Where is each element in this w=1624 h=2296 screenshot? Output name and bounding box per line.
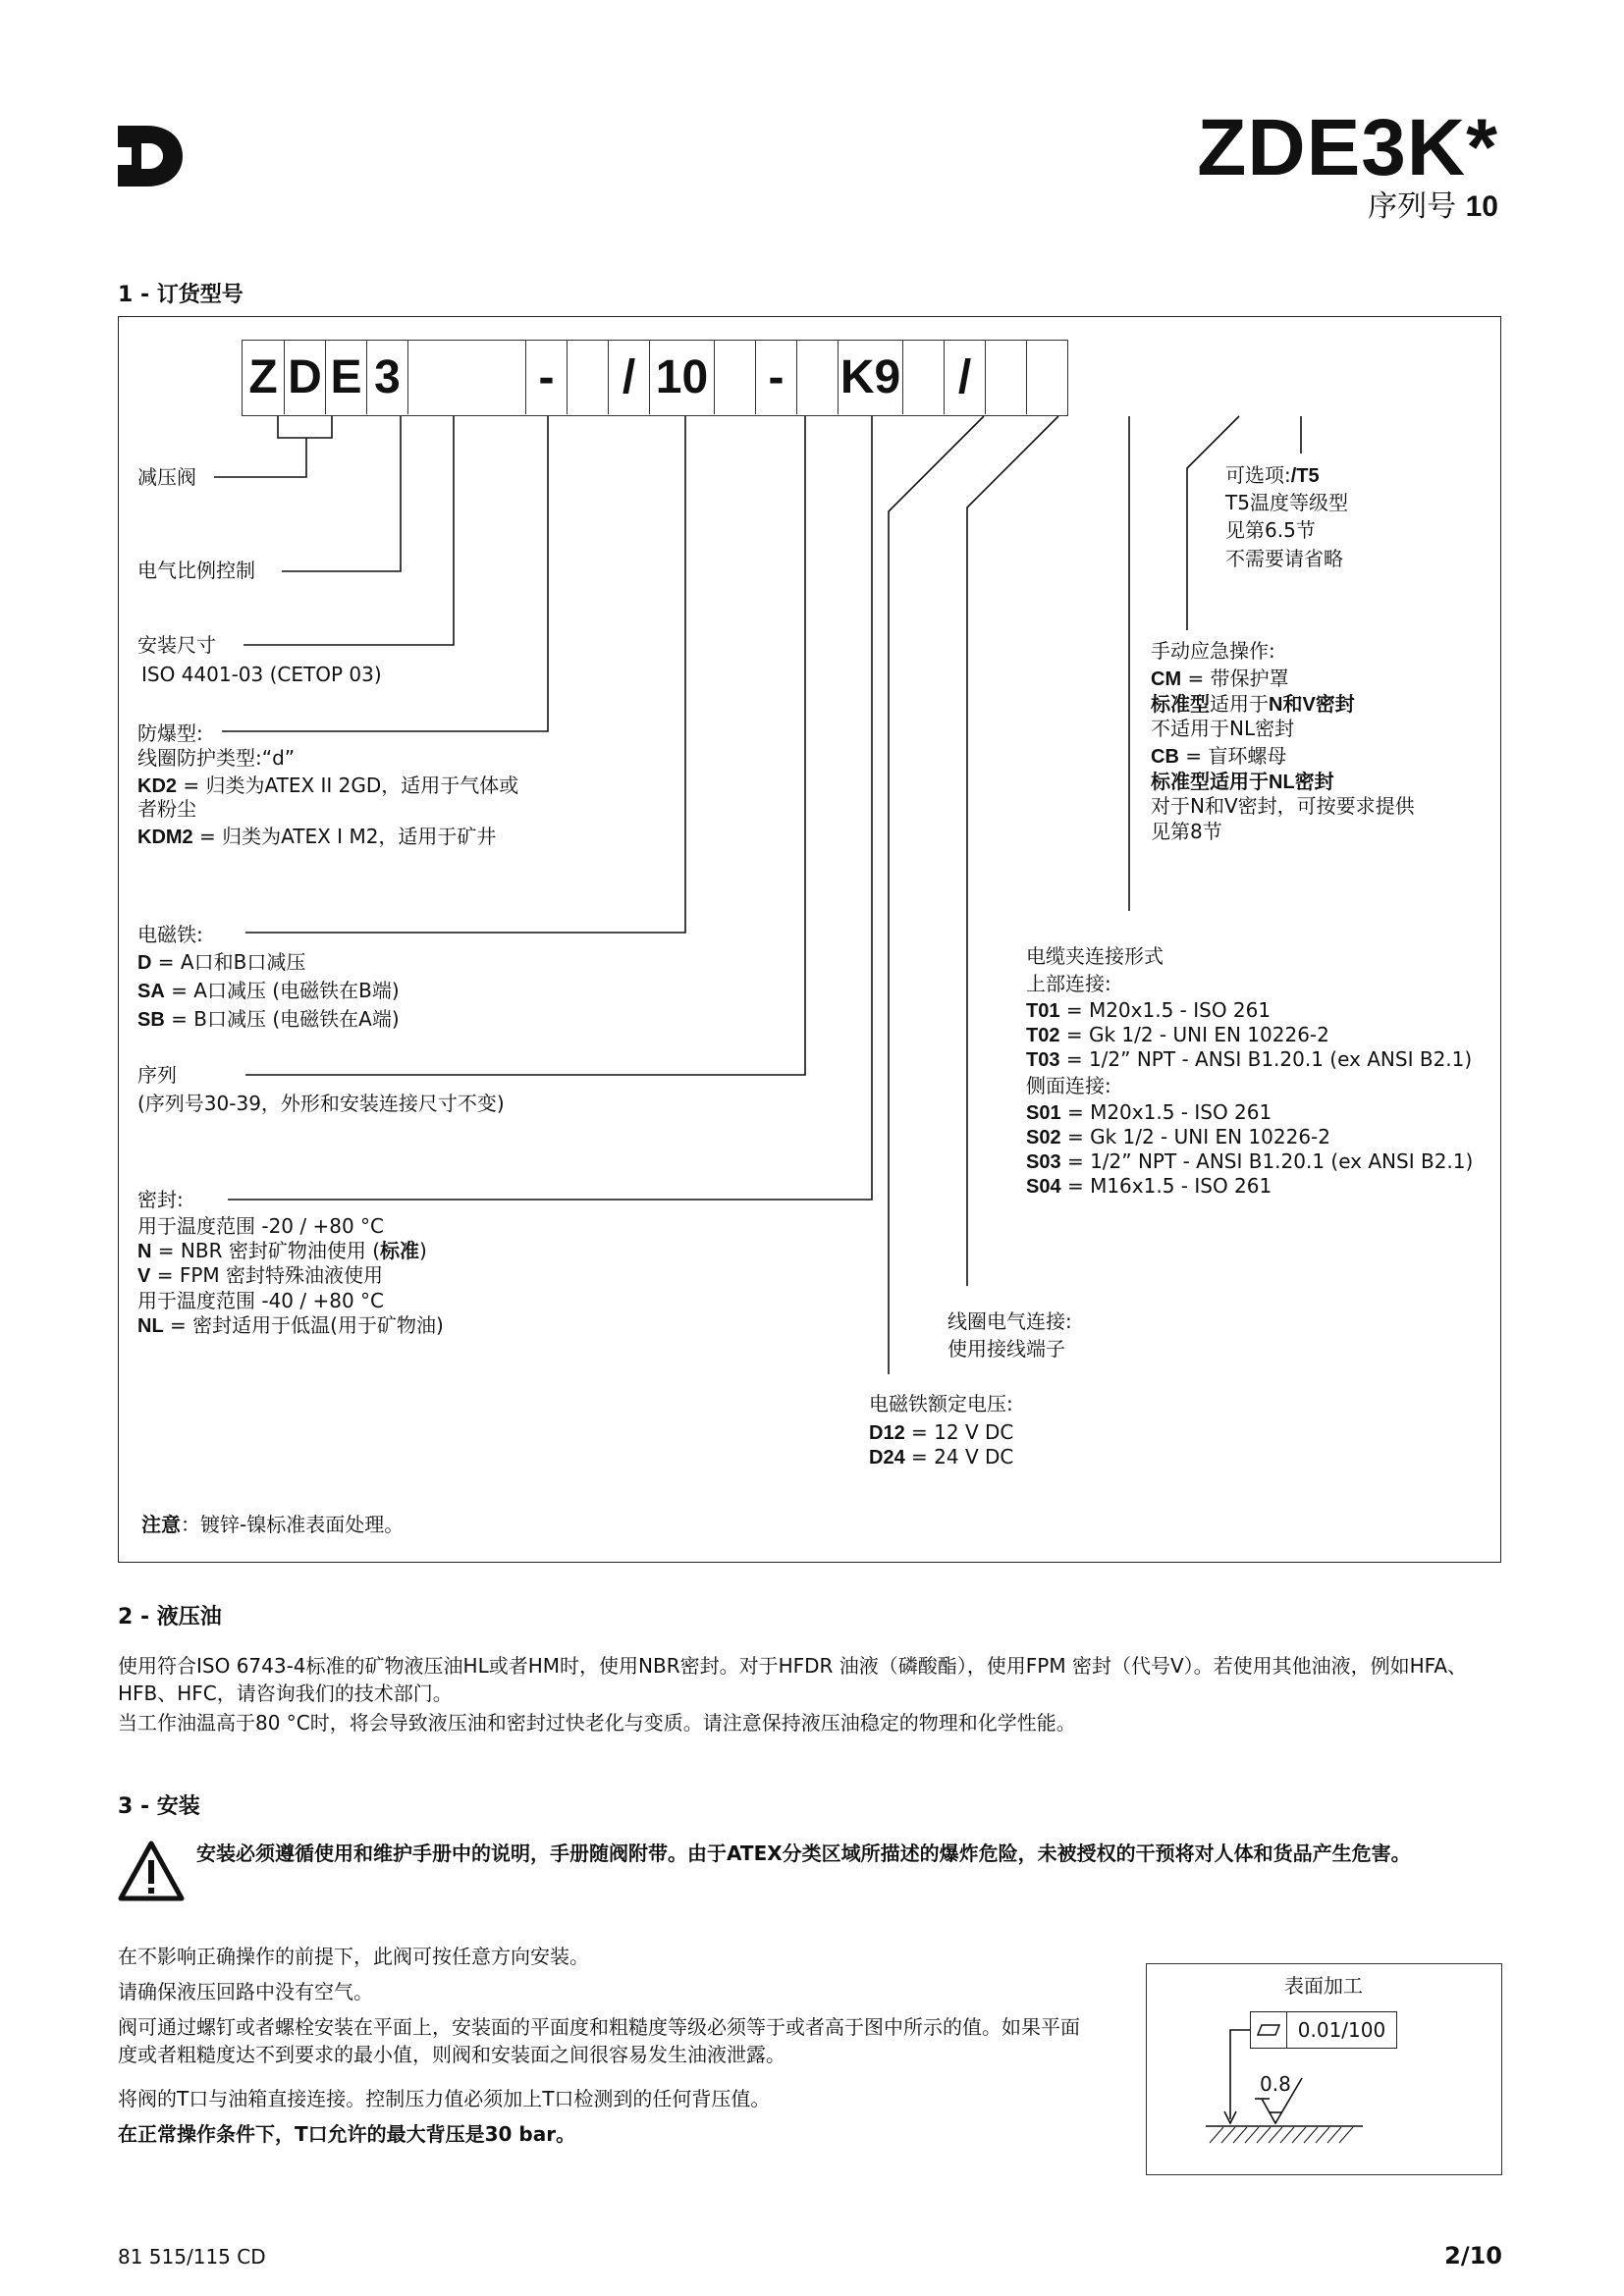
order-code-row xyxy=(242,340,1068,416)
label-s04: S04 = M16x1.5 - ISO 261 xyxy=(1026,1174,1272,1198)
install-paragraph-1: 在不影响正确操作的前提下，此阀可按任意方向安装。 xyxy=(118,1945,589,1968)
label-kdm2: KDM2 = 归类为ATEX I M2，适用于矿井 xyxy=(137,825,497,848)
label-optional-t5: T5温度等级型 xyxy=(1225,491,1348,514)
code-cell: 10 xyxy=(649,341,714,414)
label-optional-omit: 不需要请省略 xyxy=(1225,547,1343,570)
label-size-value: ISO 4401-03 (CETOP 03) xyxy=(141,663,382,686)
label-d24: D24 = 24 V DC xyxy=(869,1445,1014,1468)
label-manual-title: 手动应急操作: xyxy=(1151,639,1275,663)
install-paragraph-3: 阀可通过螺钉或者螺栓安装在平面上，安装面的平面度和粗糙度等级必须等于或者高于图中所示的值。如果平面度或者粗糙度达不到要求的最小值，则阀和安装面之间很容易发生油液泄露。 xyxy=(118,2015,1080,2066)
surface-finish-box xyxy=(1146,1963,1502,2175)
label-valve: 减压阀 xyxy=(137,465,196,489)
label-kd2-cont: 者粉尘 xyxy=(137,797,196,821)
series-number: 序列号 10 xyxy=(1368,189,1498,224)
label-coil-connection-text: 使用接线端子 xyxy=(947,1337,1065,1361)
flatness-value: 0.01/100 xyxy=(1297,2017,1386,2042)
surface-finish-title: 表面加工 xyxy=(1284,1974,1363,1998)
label-seal-range-1: 用于温度范围 -20 / +80 °C xyxy=(137,1214,385,1238)
code-cell: Z xyxy=(248,351,278,403)
label-optional-see: 见第6.5节 xyxy=(1225,518,1316,542)
label-s03: S03 = 1/2” NPT - ANSI B1.20.1 (ex ANSI B2.1) xyxy=(1026,1149,1474,1173)
label-seal-nl: NL = 密封适用于低温(用于矿物油) xyxy=(137,1313,444,1337)
code-cell xyxy=(407,341,525,414)
label-seal-n: N = NBR 密封矿物油使用 (标准) xyxy=(137,1239,427,1262)
label-cm-not: 不适用于NL密封 xyxy=(1151,717,1295,740)
code-cell xyxy=(567,341,608,414)
label-cable-title: 电缆夹连接形式 xyxy=(1026,944,1164,968)
label-series-title: 序列 xyxy=(137,1063,177,1087)
warning-text: 安装必须遵循使用和维护手册中的说明，手册随阀附带。由于ATEX分类区域所描述的爆炸危险，未被授权的干预将对人体和货品产生危害。 xyxy=(196,1842,1411,1865)
label-kd2: KD2 = 归类为ATEX II 2GD，适用于气体或 xyxy=(137,774,519,797)
label-cm-standard: 标准型适用于N和V密封 xyxy=(1151,692,1355,716)
label-s01: S01 = M20x1.5 - ISO 261 xyxy=(1026,1100,1272,1124)
code-cell: E xyxy=(325,341,366,414)
label-series-note: (序列号30-39，外形和安装连接尺寸不变) xyxy=(137,1092,505,1115)
label-seal-range-2: 用于温度范围 -40 / +80 °C xyxy=(137,1289,385,1312)
label-d12: D12 = 12 V DC xyxy=(869,1420,1014,1444)
label-explosion-title: 防爆型: xyxy=(137,721,203,745)
d-logo-icon xyxy=(118,126,183,187)
label-voltage-title: 电磁铁额定电压: xyxy=(869,1392,1013,1415)
label-cm: CM = 带保护罩 xyxy=(1151,667,1289,690)
model-title: ZDE3K* xyxy=(1197,103,1498,192)
install-paragraph-2: 请确保液压回路中没有空气。 xyxy=(118,1980,373,2003)
code-cell xyxy=(985,341,1026,414)
page-number: 2/10 xyxy=(1444,2242,1502,2269)
code-cell: - xyxy=(755,341,796,414)
label-optional: 可选项:/T5 xyxy=(1225,463,1320,487)
note-text: 注意：镀锌-镍标准表面处理。 xyxy=(141,1513,405,1536)
section-3-title: 3 - 安装 xyxy=(118,1794,200,1819)
label-d: D = A口和B口减压 xyxy=(137,950,306,974)
code-cell: - xyxy=(525,341,567,414)
code-cell: D xyxy=(284,341,325,414)
label-t01: T01 = M20x1.5 - ISO 261 xyxy=(1026,998,1272,1022)
roughness-value: 0.8 xyxy=(1260,2072,1291,2096)
hydraulic-fluid-paragraph-1: 使用符合ISO 6743-4标准的矿物液压油HL或者HM时，使用NBR密封。对于HFDR 油液（磷酸酯），使用FPM 密封（代号V）。若使用其他油液，例如HFA、HFB、HFC，请咨询我们的技术部门。 xyxy=(118,1654,1468,1705)
code-cell: K9 xyxy=(838,341,902,414)
warning-triangle-icon xyxy=(118,1841,185,1901)
label-size-title: 安装尺寸 xyxy=(137,633,216,657)
code-cell xyxy=(902,341,944,414)
code-cell xyxy=(1026,341,1067,414)
label-side-connection: 侧面连接: xyxy=(1026,1074,1111,1097)
label-sa: SA = A口减压 (电磁铁在B端) xyxy=(137,979,400,1002)
section-2-title: 2 - 液压油 xyxy=(118,1605,222,1629)
label-s02: S02 = Gk 1/2 - UNI EN 10226-2 xyxy=(1026,1125,1330,1148)
section-1-title: 1 - 订货型号 xyxy=(118,283,244,307)
label-seal-v: V = FPM 密封特殊油液使用 xyxy=(137,1263,383,1287)
label-cb: CB = 盲环螺母 xyxy=(1151,744,1287,768)
document-code: 81 515/115 CD xyxy=(118,2245,266,2269)
code-cell xyxy=(714,341,755,414)
label-control: 电气比例控制 xyxy=(137,559,255,582)
roughness-symbol-icon xyxy=(1147,1964,1500,2173)
label-solenoid-title: 电磁铁: xyxy=(137,923,203,946)
label-t02: T02 = Gk 1/2 - UNI EN 10226-2 xyxy=(1026,1023,1329,1046)
label-coil-connection-title: 线圈电气连接: xyxy=(947,1309,1072,1333)
label-top-connection: 上部连接: xyxy=(1026,972,1111,995)
code-cell xyxy=(796,341,838,414)
install-paragraph-4: 将阀的T口与油箱直接连接。控制压力值必须加上T口检测到的任何背压值。 xyxy=(118,2087,771,2110)
label-cb-standard: 标准型适用于NL密封 xyxy=(1151,772,1334,793)
label-seal-title: 密封: xyxy=(137,1188,184,1211)
label-cb-see: 见第8节 xyxy=(1151,820,1222,843)
label-sb: SB = B口减压 (电磁铁在A端) xyxy=(137,1007,400,1031)
label-cb-request: 对于N和V密封，可按要求提供 xyxy=(1151,794,1415,818)
code-cell: / xyxy=(608,341,649,414)
label-explosion-coil: 线圈防护类型:“d” xyxy=(137,746,296,770)
code-cell: / xyxy=(944,341,985,414)
code-cell: 3 xyxy=(366,341,407,414)
install-paragraph-5: 在正常操作条件下，T口允许的最大背压是30 bar。 xyxy=(118,2122,576,2146)
hydraulic-fluid-paragraph-2: 当工作油温高于80 °C时，将会导致液压油和密封过快老化与变质。请注意保持液压油稳定的物理和化学性能。 xyxy=(118,1711,1076,1735)
label-t03: T03 = 1/2” NPT - ANSI B1.20.1 (ex ANSI B2.1) xyxy=(1026,1047,1473,1071)
